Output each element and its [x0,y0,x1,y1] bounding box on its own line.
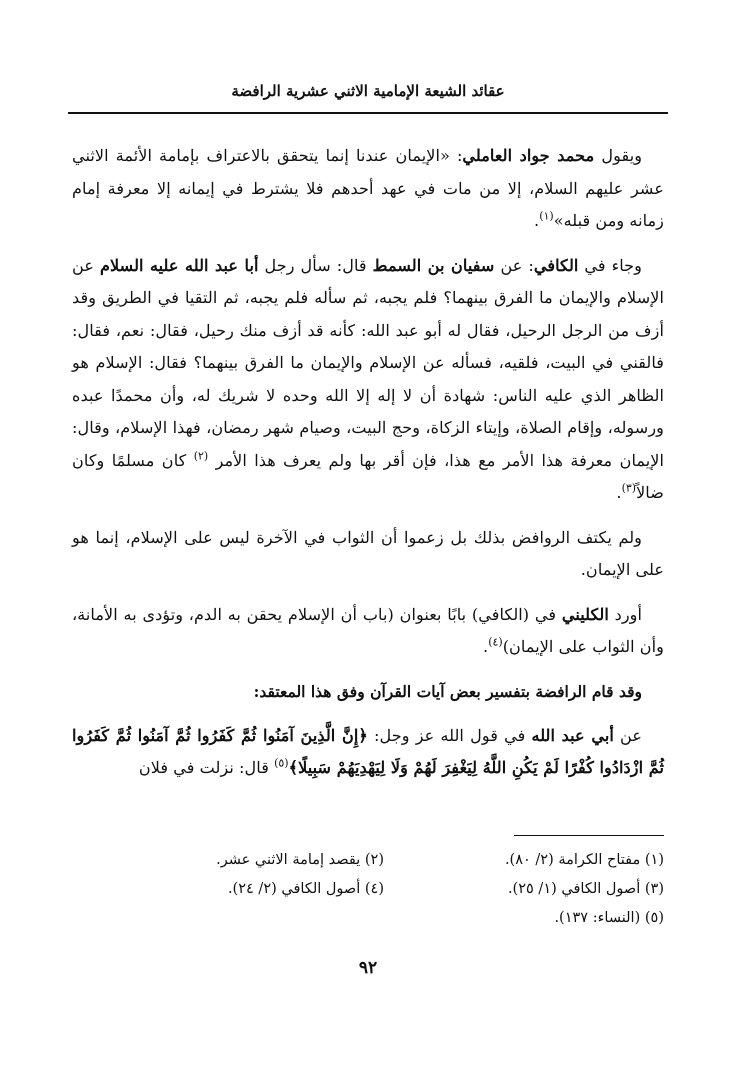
paragraph-3: ولم يكتف الروافض بذلك بل زعموا أن الثواب في الآخرة ليس على الإسلام، إنما هو على الإيمان. [72,527,664,579]
paragraph-4: أورد الكليني في (الكافي) بابًا بعنوان (باب أن الإسلام يحقن به الدم، وتؤدى به الأمانة، وأن الثواب على الإيمان)$^{(٤)}$. [72,604,664,656]
footnote-ref-3[interactable]: (٣) [621,481,637,495]
paragraph-5: عن أبي عبد الله في قول الله عز وجل: ﴿إِنَّ الَّذِينَ آمَنُوا ثُمَّ كَفَرُوا ثُمَّ آمَنُوا ثُمَّ كَفَرُوا ثُمَّ ازْدَادُوا كُفْرًا لَمْ يَكُنِ اللَّهُ لِيَغْفِرَ لَهُمْ وَلَا لِيَهْدِيَهُمْ سَبِيلًا﴾$^{(٥)}$ قال: نزلت في فلان [72,725,664,777]
footnote-rule [514,835,664,836]
source-name: الكافي [533,255,579,275]
footnote-ref-4[interactable]: (٤) [488,635,503,649]
footnote-ref-5[interactable]: (٥) [274,756,289,770]
running-header: عقائد الشيعة الإمامية الاثني عشرية الرافضة [231,82,505,100]
footnotes [72,846,664,933]
page-number: ٩٢ [358,958,378,978]
footnote-ref-1[interactable]: (١) [539,209,554,223]
imam-name: أبي عبد الله [531,725,614,745]
footnote-4: (٤) أصول الكافي (٢/ ٢٤). [227,881,384,897]
footnote-ref-2[interactable]: (٢) [193,449,209,463]
document-page [72,0,664,1083]
footnote-row [72,875,664,904]
footnote-row [72,846,664,875]
quran-verse: ﴿إِنَّ الَّذِينَ آمَنُوا ثُمَّ كَفَرُوا ثُمَّ آمَنُوا ثُمَّ كَفَرُوا ثُمَّ ازْدَادُوا كُفْرًا لَمْ يَكُنِ اللَّهُ لِيَغْفِرَ لَهُمْ وَلَا لِيَهْدِيَهُمْ سَبِيلًا﴾ [72,725,664,777]
imam-name: أبا عبد الله عليه السلام [99,255,259,275]
footnote-1: (١) مفتاح الكرامة (٢/ ٨٠). [504,852,664,868]
footnote-3: (٣) أصول الكافي (١/ ٢٥). [507,881,664,897]
section-heading: وقد قام الرافضة بتفسير بعض آيات القرآن وفق هذا المعتقد: [253,681,642,701]
narrator-name: سفيان بن السمط [372,255,495,275]
paragraph-2: وجاء في الكافي: عن سفيان بن السمط قال: سأل رجل أبا عبد الله عليه السلام عن الإسلام والإيمان ما الفرق بينهما؟ فلم يجبه، ثم سأله فلم يجبه، ثم التقيا في الطريق وقد أزف من الرجل الرحيل، فقال له أبو عبد الله: كأنه قد أزف منك رحيل، فقال: نعم، فقال: فالقني في البيت، فلقيه، فسأله عن الإسلام والإيمان ما الفرق بينهما؟ فقال: الإسلام هو الظاهر الذي عليه الناس: شهادة أن لا إله إلا الله وحده لا شريك له، وأن محمدًا عبده ورسوله، وإقام الصلاة، وإيتاء الزكاة، وحج البيت، وصيام شهر رمضان، فهذا الإسلام، وقال: الإيمان معرفة هذا الأمر مع هذا، فإن أقر بها ولم يعرف هذا الأمر $^{(٢)}$ كان مسلمًا وكان ضالاً$^{(٣)}$. [72,255,664,502]
paragraph-1: ويقول محمد جواد العاملي: «الإيمان عندنا إنما يتحقق بالاعتراف بإمامة الأئمة الاثني عشر عليهم السلام، إلا من مات في عهد أحدهم فلا يشترط في إيمانه إلا معرفة إمام زمانه ومن قبله»$^{(١)}$. [72,146,664,230]
main-text [72,140,664,797]
footnote-5: (٥) (النساء: ١٣٧). [554,910,664,926]
author-name: الكليني [561,604,609,624]
footnote-row [72,904,664,933]
header-rule [68,112,668,114]
footnote-2: (٢) يقصد إمامة الاثني عشر. [216,852,384,868]
author-name: محمد جواد العاملي [462,146,595,165]
